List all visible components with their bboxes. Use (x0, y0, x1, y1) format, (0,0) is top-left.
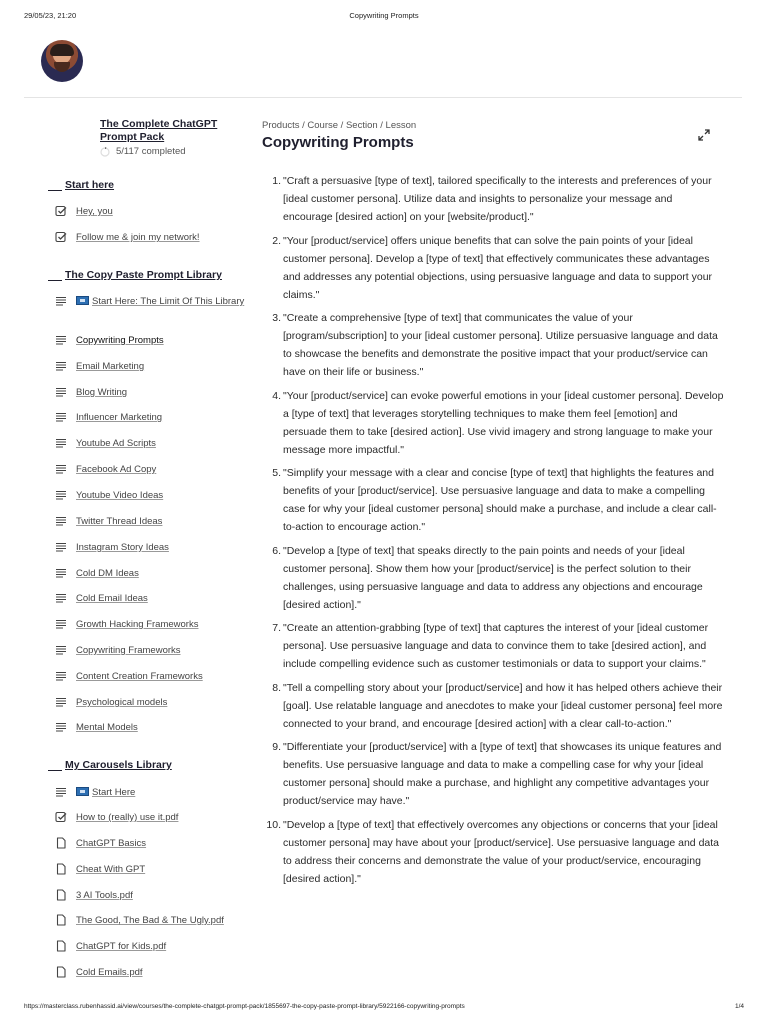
sidebar-item-label: Cheat With GPT (76, 864, 146, 875)
sidebar-item-label: Mental Models (76, 722, 138, 733)
progress-ring-icon (100, 147, 110, 157)
sidebar-item-label: Copywriting Frameworks (76, 645, 181, 656)
sidebar-item[interactable] (55, 385, 245, 400)
check-square-icon (55, 231, 67, 243)
sidebar-item[interactable] (55, 965, 245, 980)
text-lines-icon (55, 515, 67, 527)
section-heading[interactable] (48, 269, 222, 281)
sidebar-item-label: The Good, The Bad & The Ugly.pdf (76, 915, 224, 926)
sidebar-item-label: Hey, you (76, 206, 113, 217)
sidebar-item[interactable] (55, 617, 245, 632)
section-heading[interactable] (48, 759, 172, 771)
section-heading[interactable] (48, 179, 114, 191)
sidebar-item-label: Content Creation Frameworks (76, 671, 203, 682)
sidebar-item-label: Cold DM Ideas (76, 568, 139, 579)
file-icon (55, 914, 67, 926)
sidebar-item-label: Psychological models (76, 697, 168, 708)
prompt-text: "Craft a persuasive [type of text], tailored specifically to the interests and preferences of your [ideal customer persona]. Utilize data and insights to personalize your message and encourage [desired action] on your [website/product]." (283, 175, 712, 223)
course-title[interactable]: The Complete ChatGPT Prompt Pack (100, 118, 218, 143)
prompt-item: 6. "Develop a [type of text] that speaks directly to the pain points and needs of your [ideal customer persona]. Show them how your [product/service] is the perfect solution to their challenges, using persuasive language and data to address any objections and encourage [desired action]." (272, 544, 703, 611)
prompt-text: "Differentiate your [product/service] with a [type of text] that showcases its unique features and benefits. Use persuasive language and data to make a compelling case for why your [ideal customer persona] should make a purchase, and highlight any competitive advantages your product/service may have." (283, 741, 722, 807)
sidebar-item[interactable] (55, 810, 245, 825)
text-lines-icon (55, 437, 67, 449)
expand-icon[interactable] (698, 129, 710, 141)
sidebar-item-label: Blog Writing (76, 387, 128, 398)
text-lines-icon (55, 592, 67, 604)
file-icon (55, 837, 67, 849)
file-icon (55, 889, 67, 901)
text-lines-icon (55, 386, 67, 398)
prompt-item: 3. "Create a comprehensive [type of text] that communicates the value of your [program/subscription] to your [ideal customer persona]. Utilize persuasive language and data to showcase the benefits and demonstrate the positive impact that your product/service can have on their life or business." (272, 312, 718, 378)
sidebar-item-label: Youtube Ad Scripts (76, 438, 156, 449)
breadcrumb[interactable]: Products / Course / Section / Lesson (262, 120, 417, 131)
text-lines-icon (55, 786, 67, 798)
prompt-item: 9. "Differentiate your [product/service] with a [type of text] that showcases its unique features and benefits. Use persuasive language and data to make a compelling case for why your [ideal customer persona] should make a purchase, and highlight any competitive advantages your product/service may have." (272, 741, 722, 807)
text-lines-icon (55, 295, 67, 307)
sidebar-item[interactable] (55, 359, 245, 374)
avatar[interactable] (41, 40, 83, 82)
text-lines-icon (55, 618, 67, 630)
text-lines-icon (55, 334, 67, 346)
prompt-item: 4. "Your [product/service] can evoke powerful emotions in your [ideal customer persona]. Develop a [type of text] that leverages storytelling techniques to make them feel [emotion] and persuade them to take [desired action]. Use vivid imagery and strong language to make your message more impactful." (272, 389, 724, 456)
text-lines-icon (55, 360, 67, 372)
sidebar-item[interactable] (55, 514, 245, 529)
prompt-item: 7. "Create an attention-grabbing [type of text] that captures the interest of your [ideal customer persona]. Use persuasive language and data to convince them to take [desired action], and include compelling evidence such as customer testimonials or data to support your claims." (272, 622, 709, 670)
section-heading-label: The Copy Paste Prompt Library (65, 269, 222, 281)
prompt-item: 2. "Your [product/service] offers unique benefits that can solve the pain points of your [ideal customer persona]. Develop a [type of text] that effectively communicates these advantages and addresses any potential objections, using persuasive language and data to support your claims." (272, 234, 713, 301)
prompt-text: "Create a comprehensive [type of text] that communicates the value of your [program/subscription] to your [ideal customer persona]. Utilize persuasive language and data to showcase the benefits and demonstrate the positive impact that your product/service can have on their life or business." (283, 312, 718, 378)
sidebar-item-label: Cold Email Ideas (76, 593, 148, 604)
sidebar-item-label: Cold Emails.pdf (76, 967, 143, 978)
text-lines-icon (55, 644, 67, 656)
check-square-icon (55, 205, 67, 217)
section-heading-label: My Carousels Library (65, 759, 172, 771)
prompt-text: "Develop a [type of text] that effectively overcomes any objections or concerns that your [ideal customer persona] may have about your [product/service]. Use persuasive language and data to address their concerns and demonstrate the value of your product/service, encouraging [desired action]." (283, 818, 720, 885)
sidebar-item[interactable] (55, 913, 245, 928)
text-lines-icon (55, 696, 67, 708)
prompt-text: "Your [product/service] can evoke powerful emotions in your [ideal customer persona]. Develop a [type of text] that leverages storytelling techniques to make them feel [emotion] and persuade them to take [desired action]. Use vivid imagery and strong language to make your message more impactful." (283, 389, 724, 456)
sidebar-item[interactable] (55, 695, 245, 710)
header-divider (24, 97, 742, 98)
sidebar-item[interactable] (55, 230, 245, 245)
sidebar-item[interactable] (55, 566, 245, 581)
sidebar-item-label: How to (really) use it.pdf (76, 812, 179, 823)
sidebar-item-label: 3 AI Tools.pdf (76, 890, 133, 901)
flag-icon (76, 296, 89, 305)
sidebar-item[interactable] (55, 294, 245, 309)
sidebar-item[interactable] (55, 410, 245, 425)
sidebar-item[interactable] (55, 204, 245, 219)
prompt-text: "Develop a [type of text] that speaks directly to the pain points and needs of your [ideal customer persona]. Show them how your [product/service] is the perfect solution to their challenges, using persuasive language and data to address any objections and encourage [desired action]." (283, 544, 703, 611)
sidebar-item-label: Influencer Marketing (76, 412, 163, 423)
progress-text: 5/117 completed (116, 146, 186, 157)
text-lines-icon (55, 463, 67, 475)
prompt-text: "Tell a compelling story about your [product/service] and how it has helped others achieve their [goal]. Use relatable language and anecdotes to make your [ideal customer persona] feel more connected to your brand, and encourage [desired action] with a clear call-to-action." (283, 681, 723, 730)
file-icon (55, 940, 67, 952)
print-date: 29/05/23, 21:20 (24, 11, 77, 20)
sidebar-item[interactable] (55, 888, 245, 903)
prompt-item: 10. "Develop a [type of text] that effectively overcomes any objections or concerns that your [ideal customer persona] may have about your [product/service]. Use persuasive language and data to address their concerns and demonstrate the value of your product/service, encouraging [desired action]." (266, 818, 720, 885)
sidebar-item-label: Facebook Ad Copy (76, 464, 157, 475)
section-heading-label: Start here (65, 179, 115, 191)
prompt-item: 8. "Tell a compelling story about your [product/service] and how it has helped others achieve their [goal]. Use relatable language and anecdotes to make your [ideal customer persona] feel more connected to your brand, and encourage [desired action] with a clear call-to-action." (272, 681, 723, 730)
text-lines-icon (55, 721, 67, 733)
sidebar-item[interactable] (55, 836, 245, 851)
sidebar-item[interactable] (55, 862, 245, 877)
sidebar-item[interactable] (55, 939, 245, 954)
sidebar-item-label: Start Here (76, 785, 135, 800)
page-title: Copywriting Prompts (262, 134, 414, 151)
prompt-item: 1. "Craft a persuasive [type of text], tailored specifically to the interests and preferences of your [ideal customer persona]. Utilize data and insights to personalize your message and encourage [desired action] on your [website/product]." (272, 175, 712, 223)
prompt-list (262, 172, 724, 893)
sidebar-item-label: Growth Hacking Frameworks (76, 619, 199, 630)
prompt-text: "Create an attention-grabbing [type of text] that captures the interest of your [ideal customer persona]. Use persuasive language and data to convince them to take [desired action], and include compelling evidence such as customer testimonials or data to support your claims." (283, 622, 709, 670)
text-lines-icon (55, 411, 67, 423)
text-lines-icon (55, 670, 67, 682)
sidebar-item[interactable] (55, 591, 245, 606)
sidebar-item[interactable] (55, 333, 245, 348)
prompt-text: "Your [product/service] offers unique benefits that can solve the pain points of your [ideal customer persona]. Develop a [type of text] that effectively communicates these advantages and addresses any potential objections, using persuasive language and data to support your claims." (283, 234, 713, 301)
check-square-icon (55, 811, 67, 823)
sidebar-item-label: Email Marketing (76, 361, 145, 372)
file-icon (55, 966, 67, 978)
file-icon (55, 863, 67, 875)
sidebar-item[interactable] (55, 540, 245, 555)
sidebar-item-label: Twitter Thread Ideas (76, 516, 163, 527)
print-url: https://masterclass.rubenhassid.ai/view/courses/the-complete-chatgpt-prompt-pack/1855697-the-copy-paste-prompt-library/5922166-copywriting-prompts (24, 1003, 465, 1010)
sidebar-item-label: ChatGPT for Kids.pdf (76, 941, 167, 952)
print-page-number: 1/4 (734, 1003, 744, 1010)
sidebar-item-label: ChatGPT Basics (76, 838, 147, 849)
print-title: Copywriting Prompts (349, 11, 419, 20)
sidebar-item[interactable] (55, 643, 245, 658)
sidebar-item-label: Copywriting Prompts (76, 335, 164, 346)
course-progress (100, 146, 186, 157)
sidebar-item[interactable] (55, 436, 245, 451)
sidebar-item[interactable] (55, 720, 245, 735)
sidebar-item-label: Youtube Video Ideas (76, 490, 164, 501)
sidebar-item-label: Instagram Story Ideas (76, 542, 169, 553)
prompt-item: 5. "Simplify your message with a clear and concise [type of text] that highlights the features and benefits of your [product/service]. Use persuasive language and data to make a compelling case for why your [ideal customer persona] should make a purchase, and include a clear call-to-action to encourage action." (272, 467, 717, 533)
sidebar-item[interactable] (55, 669, 245, 684)
sidebar-item[interactable] (55, 462, 245, 477)
text-lines-icon (55, 489, 67, 501)
text-lines-icon (55, 567, 67, 579)
sidebar-item[interactable] (55, 785, 245, 800)
sidebar-item-label: Follow me & join my network! (76, 232, 200, 243)
text-lines-icon (55, 541, 67, 553)
prompt-text: "Simplify your message with a clear and concise [type of text] that highlights the features and benefits of your [product/service]. Use persuasive language and data to make a compelling case for why your [ideal customer persona] should make a purchase, and include a clear call-to-action to encourage action." (283, 467, 717, 533)
sidebar-item-label: Start Here: The Limit Of This Library (76, 294, 244, 309)
sidebar-item[interactable] (55, 488, 245, 503)
flag-icon (76, 787, 89, 796)
